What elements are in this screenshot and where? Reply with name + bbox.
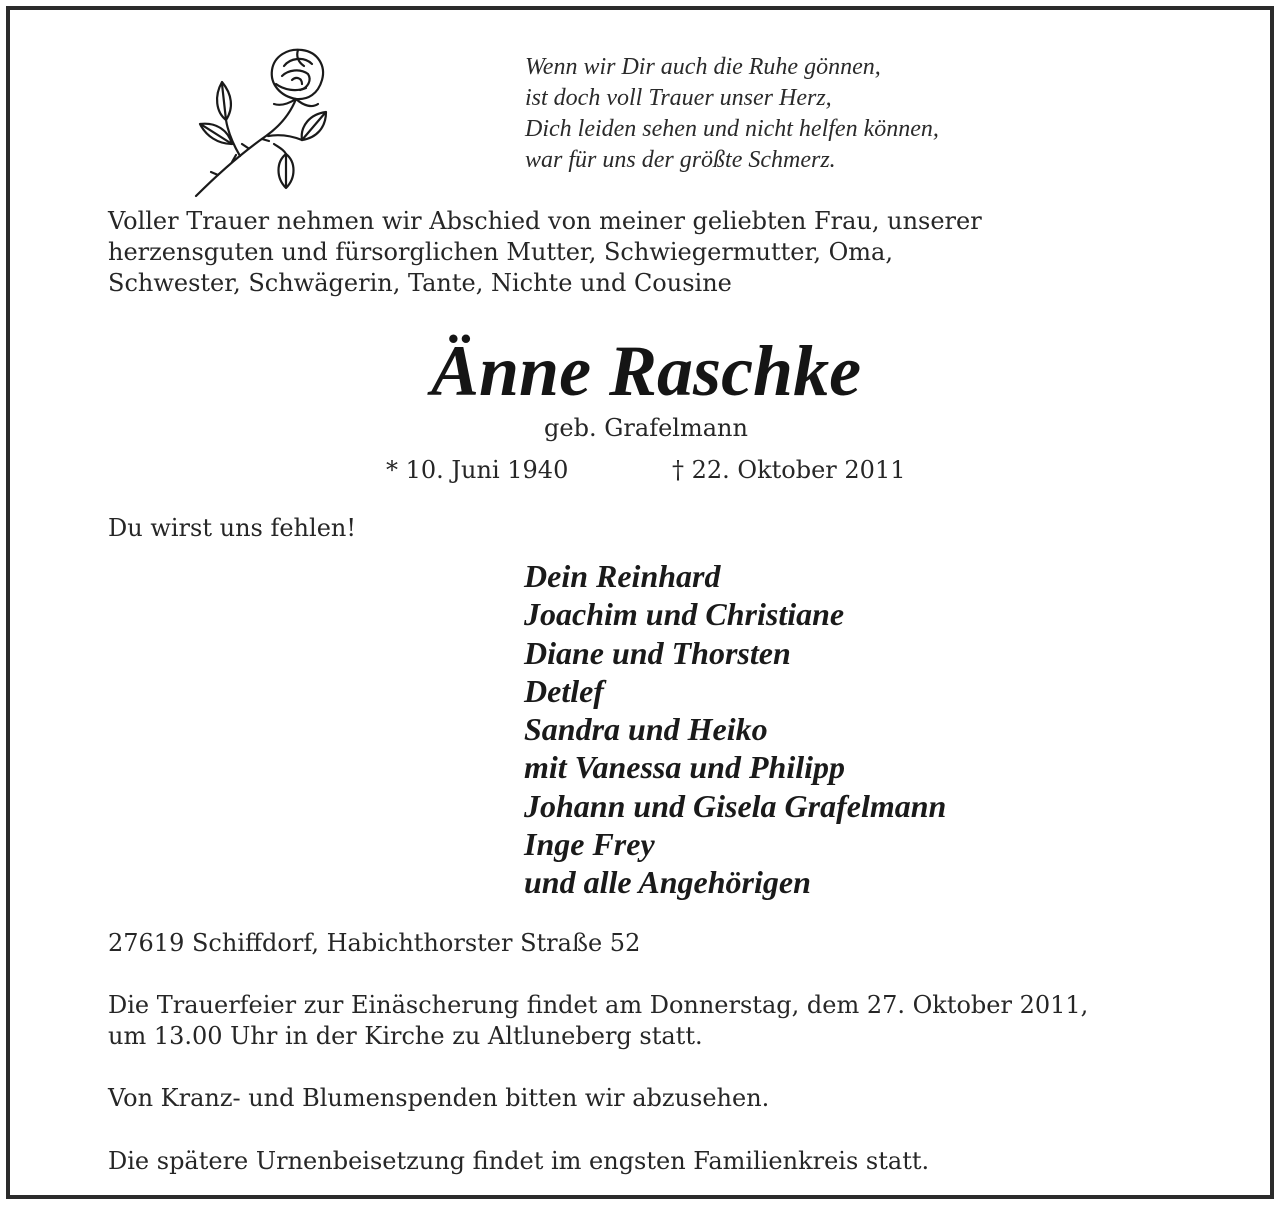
intro-line: Voller Trauer nehmen wir Abschied von meiner geliebten Frau, unserer bbox=[108, 207, 982, 235]
mourner-name: Dein Reinhard bbox=[524, 558, 721, 594]
farewell-text: Du wirst uns fehlen! bbox=[108, 514, 356, 542]
birth-date: * 10. Juni 1940 bbox=[386, 456, 569, 484]
ceremony-line: um 13.00 Uhr in der Kirche zu Altluneberg statt. bbox=[108, 1022, 703, 1050]
mourners-list bbox=[524, 557, 946, 902]
flowers-note: Von Kranz- und Blumenspenden bitten wir abzusehen. bbox=[108, 1084, 770, 1112]
intro-line: Schwester, Schwägerin, Tante, Nichte und Cousine bbox=[108, 269, 732, 297]
mourner-name: und alle Angehörigen bbox=[524, 864, 811, 901]
mourner-name: mit Vanessa und Philipp bbox=[524, 749, 845, 786]
poem-line: Dich leiden sehen und nicht helfen können, bbox=[525, 116, 939, 142]
urn-note: Die spätere Urnenbeisetzung findet im engsten Familienkreis statt. bbox=[108, 1147, 930, 1175]
mourner-name: Johann und Gisela Grafelmann bbox=[524, 787, 947, 824]
mourner-name: Sandra und Heiko bbox=[524, 711, 768, 748]
obituary-notice bbox=[6, 6, 1274, 1199]
address: 27619 Schiffdorf, Habichthorster Straße 52 bbox=[108, 929, 641, 957]
mourner-name: Inge Frey bbox=[524, 826, 655, 863]
poem-line: ist doch voll Trauer unser Herz, bbox=[525, 85, 832, 111]
mourner-name: Diane und Thorsten bbox=[524, 634, 791, 671]
poem-line: war für uns der größte Schmerz. bbox=[525, 147, 836, 173]
poem bbox=[525, 52, 939, 176]
birth-name: geb. Grafelmann bbox=[544, 414, 748, 442]
death-date: † 22. Oktober 2011 bbox=[672, 456, 906, 484]
ceremony-info bbox=[108, 990, 1088, 1052]
deceased-name: Änne Raschke bbox=[430, 331, 862, 411]
rose-icon bbox=[188, 44, 338, 200]
intro-text bbox=[108, 206, 982, 299]
poem-line: Wenn wir Dir auch die Ruhe gönnen, bbox=[525, 54, 881, 80]
intro-line: herzensguten und fürsorglichen Mutter, Schwiegermutter, Oma, bbox=[108, 238, 893, 266]
ceremony-line: Die Trauerfeier zur Einäscherung findet am Donnerstag, dem 27. Oktober 2011, bbox=[108, 991, 1089, 1019]
mourner-name: Detlef bbox=[524, 672, 604, 709]
mourner-name: Joachim und Christiane bbox=[524, 596, 845, 633]
